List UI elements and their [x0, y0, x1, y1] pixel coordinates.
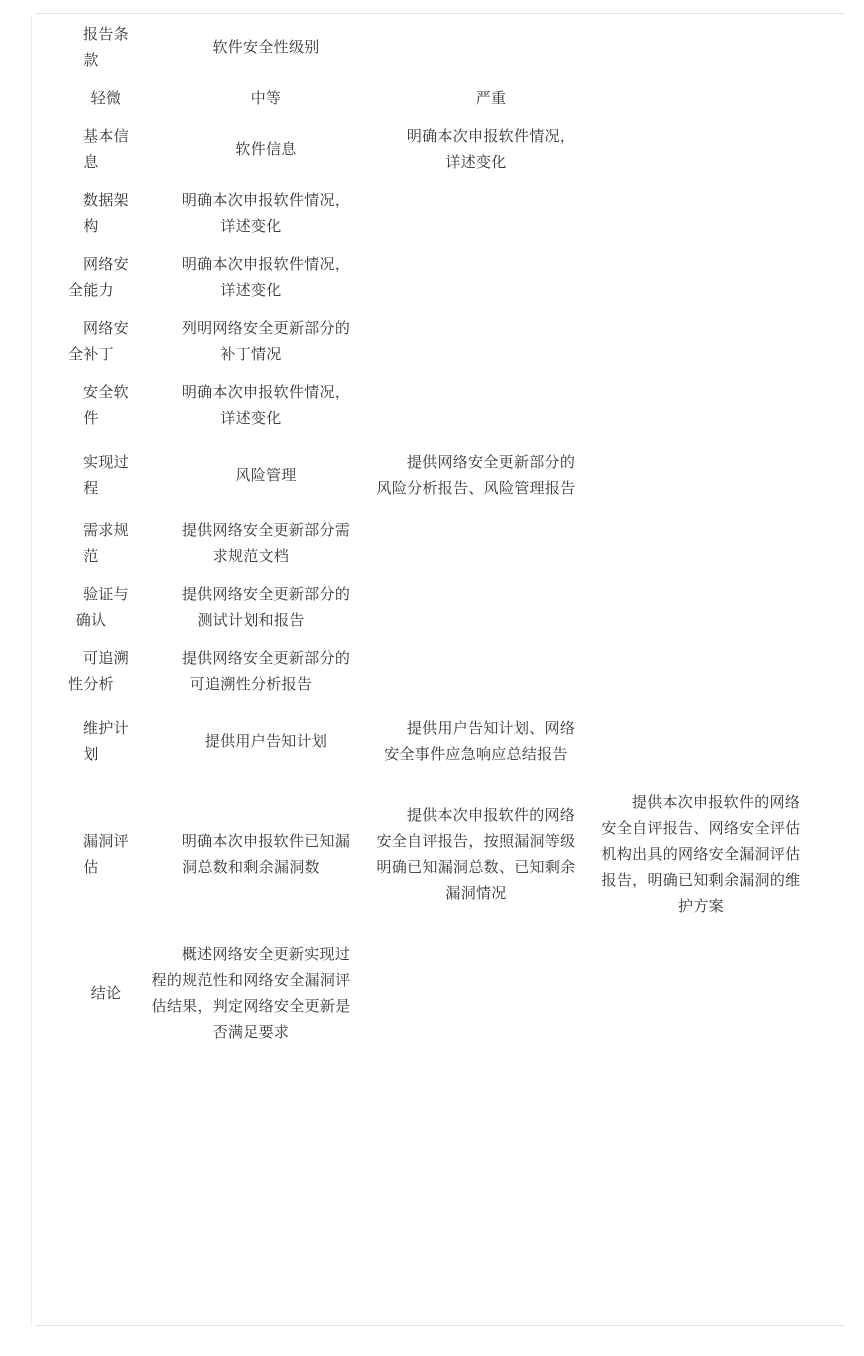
row-label: 实现过程 [83, 453, 129, 497]
table-row [50, 119, 812, 183]
row-label: 验证与确认 [75, 585, 129, 629]
cell-col1: 明确本次申报软件已知漏洞总数和剩余漏洞数 [181, 832, 351, 876]
cell-col1: 软件信息 [235, 140, 297, 158]
row-label: 网络安全能力 [68, 255, 129, 299]
cell-col2: 提供网络安全更新部分的风险分析报告、风险管理报告 [376, 453, 576, 497]
cell-col2: 提供用户告知计划、网络安全事件应急响应总结报告 [384, 719, 576, 763]
cell-col1: 概述网络安全更新实现过程的规范性和网络安全漏洞评估结果，判定网络安全更新是否满足要求 [151, 945, 351, 1041]
cell-col1: 提供网络安全更新部分的测试计划和报告 [181, 585, 351, 629]
cell-col1: 明确本次申报软件情况，详述变化 [181, 191, 351, 235]
table-row [50, 439, 812, 513]
row-label: 数据架构 [83, 191, 129, 235]
table-row [50, 81, 812, 119]
row-label: 需求规范 [83, 521, 129, 565]
top-divider [36, 13, 844, 14]
table-row [50, 705, 812, 779]
table-row [50, 641, 812, 705]
table-row [50, 375, 812, 439]
row-label: 安全软件 [83, 383, 129, 427]
cell-col1: 提供网络安全更新部分的可追溯性分析报告 [181, 649, 351, 693]
table-row [50, 931, 812, 1057]
row-label: 可追溯性分析 [68, 649, 129, 693]
table-row [50, 779, 812, 931]
cell-col3: 提供本次申报软件的网络安全自评报告、网络安全评估机构出具的网络安全漏洞评估报告，明确已知剩余漏洞的维护方案 [601, 793, 801, 915]
left-border [31, 14, 32, 1325]
table-row [50, 183, 812, 247]
cell-col2: 严重 [475, 89, 507, 107]
row-label: 报告条款 [83, 25, 129, 69]
cell-col2: 提供本次申报软件的网络安全自评报告，按照漏洞等级明确已知漏洞总数、已知剩余漏洞情况 [376, 806, 576, 902]
row-label: 结论 [90, 984, 122, 1002]
cell-col1: 软件安全性级别 [212, 38, 320, 56]
table-row [50, 513, 812, 577]
cell-col1: 提供网络安全更新部分需求规范文档 [181, 521, 351, 565]
cell-col1: 提供用户告知计划 [204, 732, 328, 750]
cell-col2: 明确本次申报软件情况，详述变化 [406, 127, 576, 171]
table-row [50, 17, 812, 81]
cell-col1: 明确本次申报软件情况，详述变化 [181, 383, 351, 427]
table-row [50, 577, 812, 641]
row-label: 轻微 [90, 89, 122, 107]
table-row [50, 311, 812, 375]
row-label: 漏洞评估 [83, 832, 129, 876]
cell-col1: 明确本次申报软件情况，详述变化 [181, 255, 351, 299]
row-label: 网络安全补丁 [68, 319, 129, 363]
cell-col1: 列明网络安全更新部分的补丁情况 [181, 319, 351, 363]
row-label: 基本信息 [83, 127, 129, 171]
cell-col1: 风险管理 [235, 466, 297, 484]
cell-col1: 中等 [250, 89, 282, 107]
cybersecurity-report-table [50, 17, 812, 1057]
row-label: 维护计划 [83, 719, 129, 763]
table-row [50, 247, 812, 311]
bottom-divider [36, 1325, 844, 1326]
